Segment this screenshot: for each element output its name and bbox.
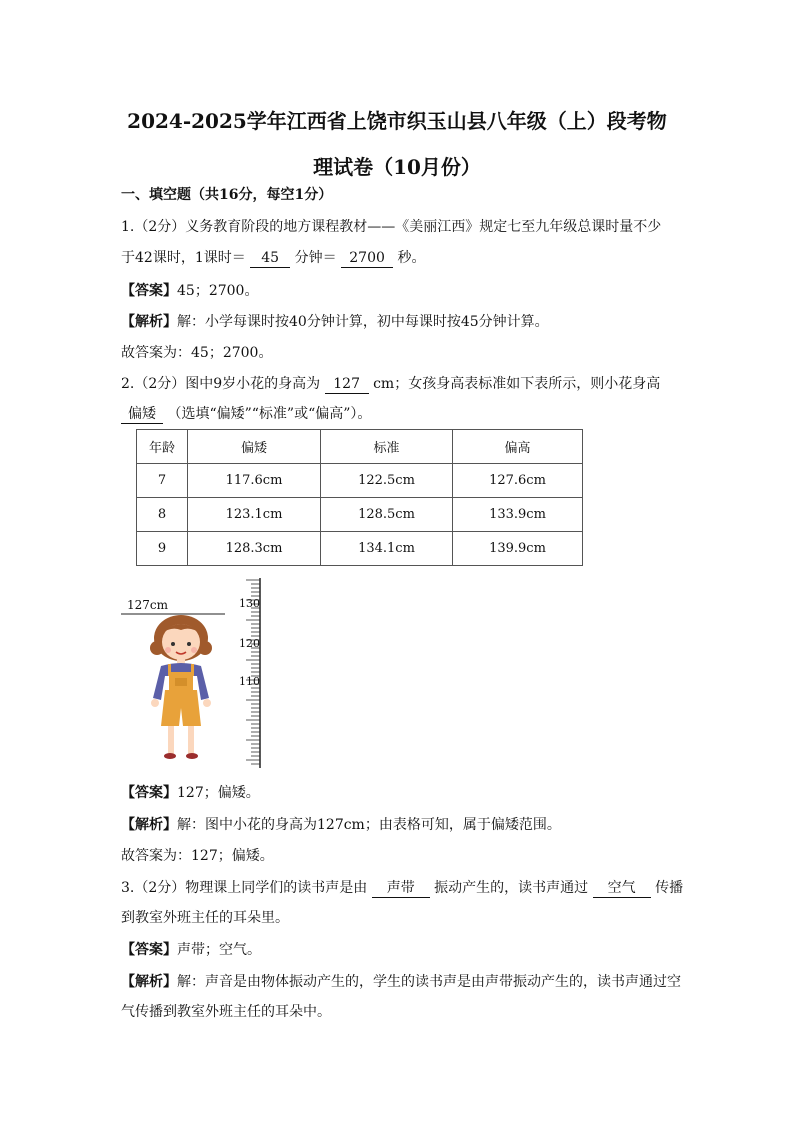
q1-blank2: 2700 [341,249,393,268]
height-figure [121,576,281,771]
ruler-label-120: 120 [239,637,260,650]
table-cell: 133.9cm [453,498,583,532]
table-row [137,532,583,566]
q3-analysis-label: 【解析】 [121,974,177,990]
q1-answer [121,281,681,301]
q3-text-c: 传播 [655,880,684,896]
table-row [137,464,583,498]
q1-text-a: 于42课时，1课时＝ [121,250,246,266]
ruler-label-130: 130 [239,597,260,610]
q1-analysis-label: 【解析】 [121,314,177,330]
table-row [137,498,583,532]
q3-answer-text: 声带；空气。 [177,942,261,958]
q2-conclusion: 故答案为：127；偏矮。 [121,848,274,864]
table-cell: 134.1cm [321,532,453,566]
q2-line1 [121,374,681,394]
girl-icon [150,615,212,759]
q2-analysis [121,815,681,835]
q2-blank2: 偏矮 [121,405,163,424]
q1-text-c: 秒。 [397,250,426,266]
height-standard-table [136,429,583,566]
table-header-cell: 偏矮 [188,430,321,464]
table-header-row [137,430,583,464]
q3-blank1: 声带 [372,879,430,898]
q3-text-a: 3.（2分）物理课上同学们的读书声是由 [121,880,368,896]
exam-title-line2: 理试卷（10月份） [313,155,481,179]
q3-analysis-text: 解：声音是由物体振动产生的，学生的读书声是由声带振动产生的，读书声通过空 [177,974,681,990]
ruler-label-110: 110 [239,675,260,688]
q1-line2 [121,248,681,268]
q2-blank1: 127 [325,375,369,394]
table-header-cell: 标准 [321,430,453,464]
height-figure-svg [121,576,281,771]
table-cell: 128.5cm [321,498,453,532]
table-header-cell: 偏高 [453,430,583,464]
q2-answer-text: 127；偏矮。 [177,785,260,801]
q2-text-a: 2.（2分）图中9岁小花的身高为 [121,376,321,392]
q2-analysis-text: 解：图中小花的身高为127cm；由表格可知，属于偏矮范围。 [177,817,561,833]
height-label: 127cm [127,598,169,612]
q3-line2: 到教室外班主任的耳朵里。 [121,910,289,926]
section-heading: 一、填空题（共16分，每空1分） [121,187,333,203]
q2-text-b: cm；女孩身高表标准如下表所示，则小花身高 [373,376,661,392]
table-cell: 9 [137,532,188,566]
table-cell: 7 [137,464,188,498]
q1-answer-text: 45；2700。 [177,283,259,299]
q2-line2 [121,404,681,424]
q1-line1: 1.（2分）义务教育阶段的地方课程教材——《美丽江西》规定七至九年级总课时量不少 [121,219,662,235]
q1-analysis-text: 解：小学每课时按40分钟计算，初中每课时按45分钟计算。 [177,314,549,330]
table-cell: 127.6cm [453,464,583,498]
table-cell: 128.3cm [188,532,321,566]
q3-line1 [121,878,684,898]
table-cell: 139.9cm [453,532,583,566]
q1-conclusion: 故答案为：45；2700。 [121,345,273,361]
q3-analysis [121,972,681,992]
exam-title [100,98,694,190]
exam-title-line1: 2024-2025学年江西省上饶市织玉山县八年级（上）段考物 [127,109,667,133]
q1-analysis [121,312,681,332]
q1-blank1: 45 [250,249,290,268]
q3-text-b: 振动产生的，读书声通过 [434,880,589,896]
table-cell: 123.1cm [188,498,321,532]
q2-text-c: （选填“偏矮”“标准”或“偏高”）。 [167,406,372,422]
table-cell: 117.6cm [188,464,321,498]
table-cell: 122.5cm [321,464,453,498]
q1-text-b: 分钟＝ [294,250,337,266]
q2-answer-label: 【答案】 [121,785,177,801]
table-header-cell: 年龄 [137,430,188,464]
q3-answer [121,940,681,960]
q3-analysis-line2: 气传播到教室外班主任的耳朵中。 [121,1004,331,1020]
q2-answer [121,783,681,803]
q2-analysis-label: 【解析】 [121,817,177,833]
q1-answer-label: 【答案】 [121,283,177,299]
q3-blank2: 空气 [593,879,651,898]
q3-answer-label: 【答案】 [121,942,177,958]
table-cell: 8 [137,498,188,532]
